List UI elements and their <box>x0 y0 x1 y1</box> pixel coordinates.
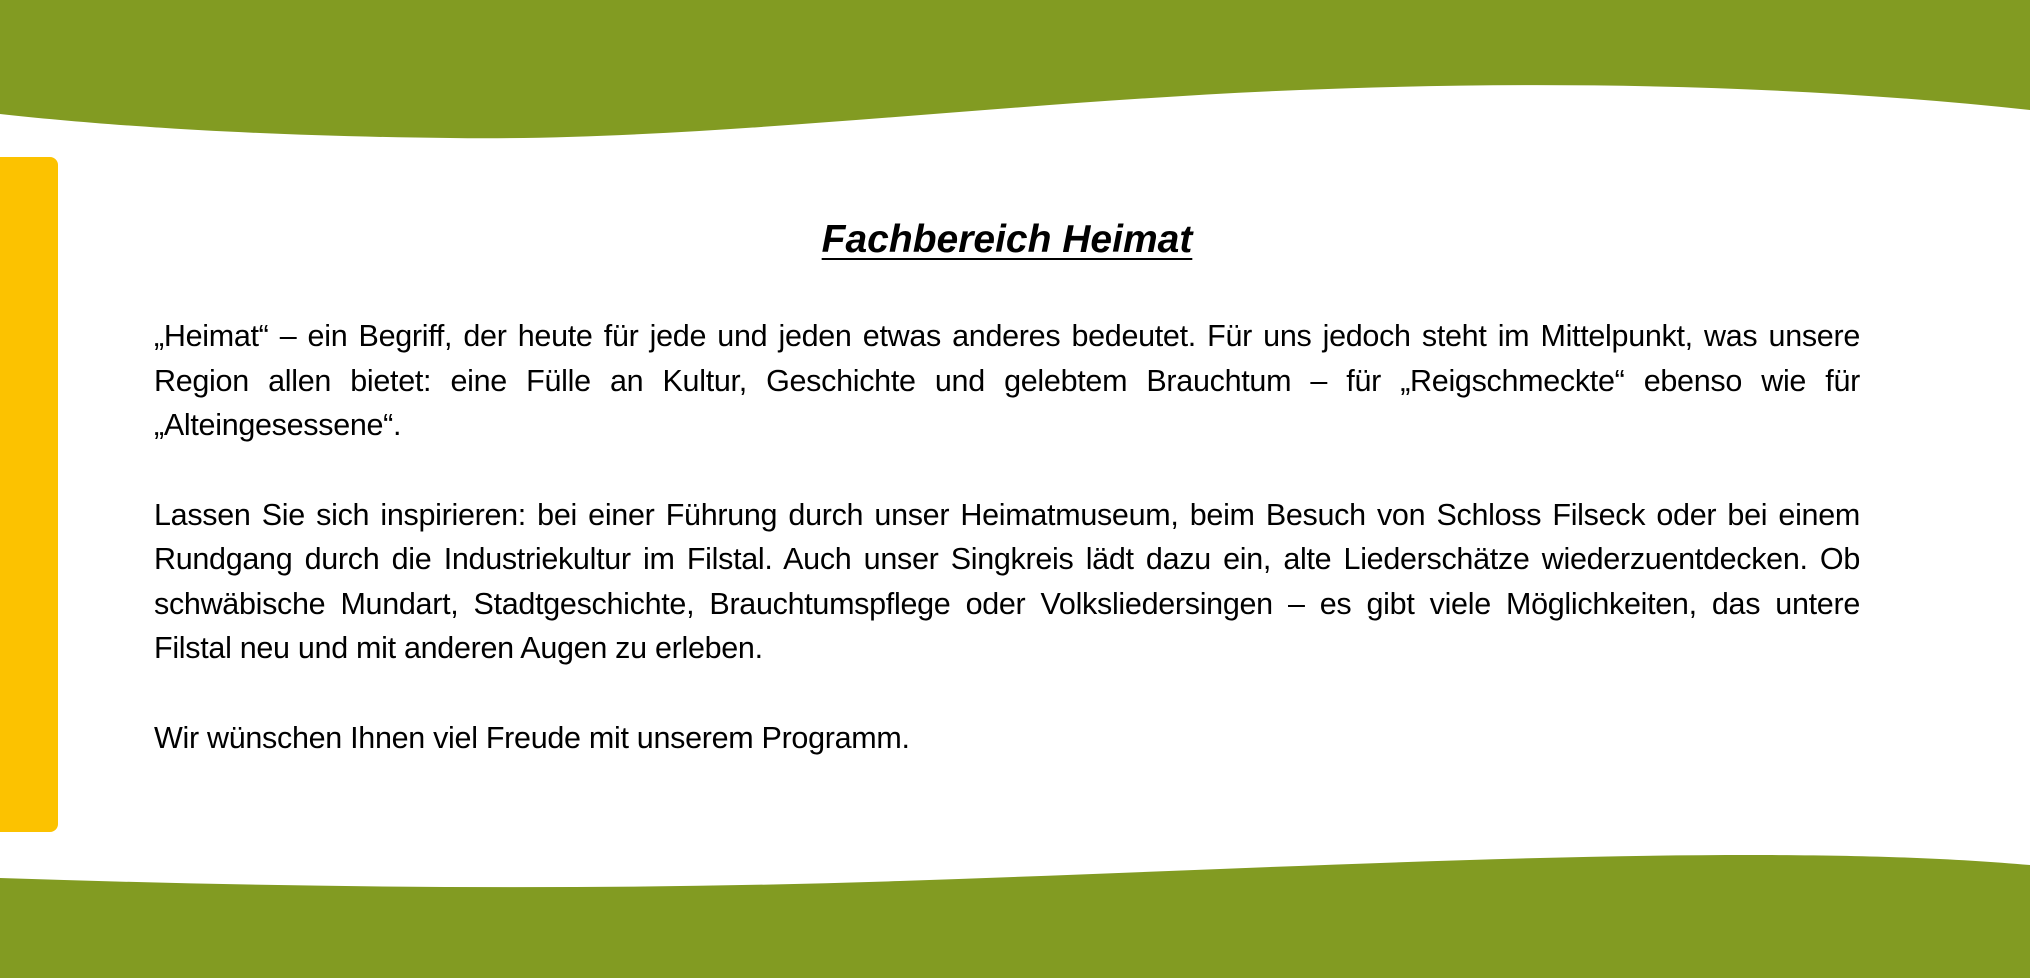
top-green-wave <box>0 0 2030 145</box>
bottom-green-wave <box>0 833 2030 978</box>
main-content <box>154 210 1860 805</box>
yellow-accent-bar <box>0 157 58 832</box>
closing-paragraph: Wir wünschen Ihnen viel Freude mit unserem Programm. <box>154 720 910 755</box>
page-title: Fachbereich Heimat <box>821 218 1193 261</box>
bottom-wave-shape <box>0 855 2030 978</box>
top-wave-shape <box>0 0 2030 138</box>
intro-paragraph: „Heimat“ – ein Begriff, der heute für jede und jeden etwas anderes bedeutet. Für uns jedoch steht im Mittelpunkt, was unsere Region allen bietet: eine Fülle an Kultur, Geschichte und gelebtem Brauchtum – für „Reigschmeckte“ ebenso wie für „Alteingesessene“. <box>154 319 1860 442</box>
activities-paragraph: Lassen Sie sich inspirieren: bei einer Führung durch unser Heimatmuseum, beim Besuch von Schloss Filseck oder bei einem Rundgang durch die Industriekultur im Filstal. Auch unser Singkreis lädt dazu ein, alte Liederschätze wiederzuentdecken. Ob schwäbische Mundart, Stadtgeschichte, Brauchtumspflege oder Volksliedersingen – es gibt viele Möglichkeiten, das untere Filstal neu und mit anderen Augen zu erleben. <box>154 497 1860 665</box>
